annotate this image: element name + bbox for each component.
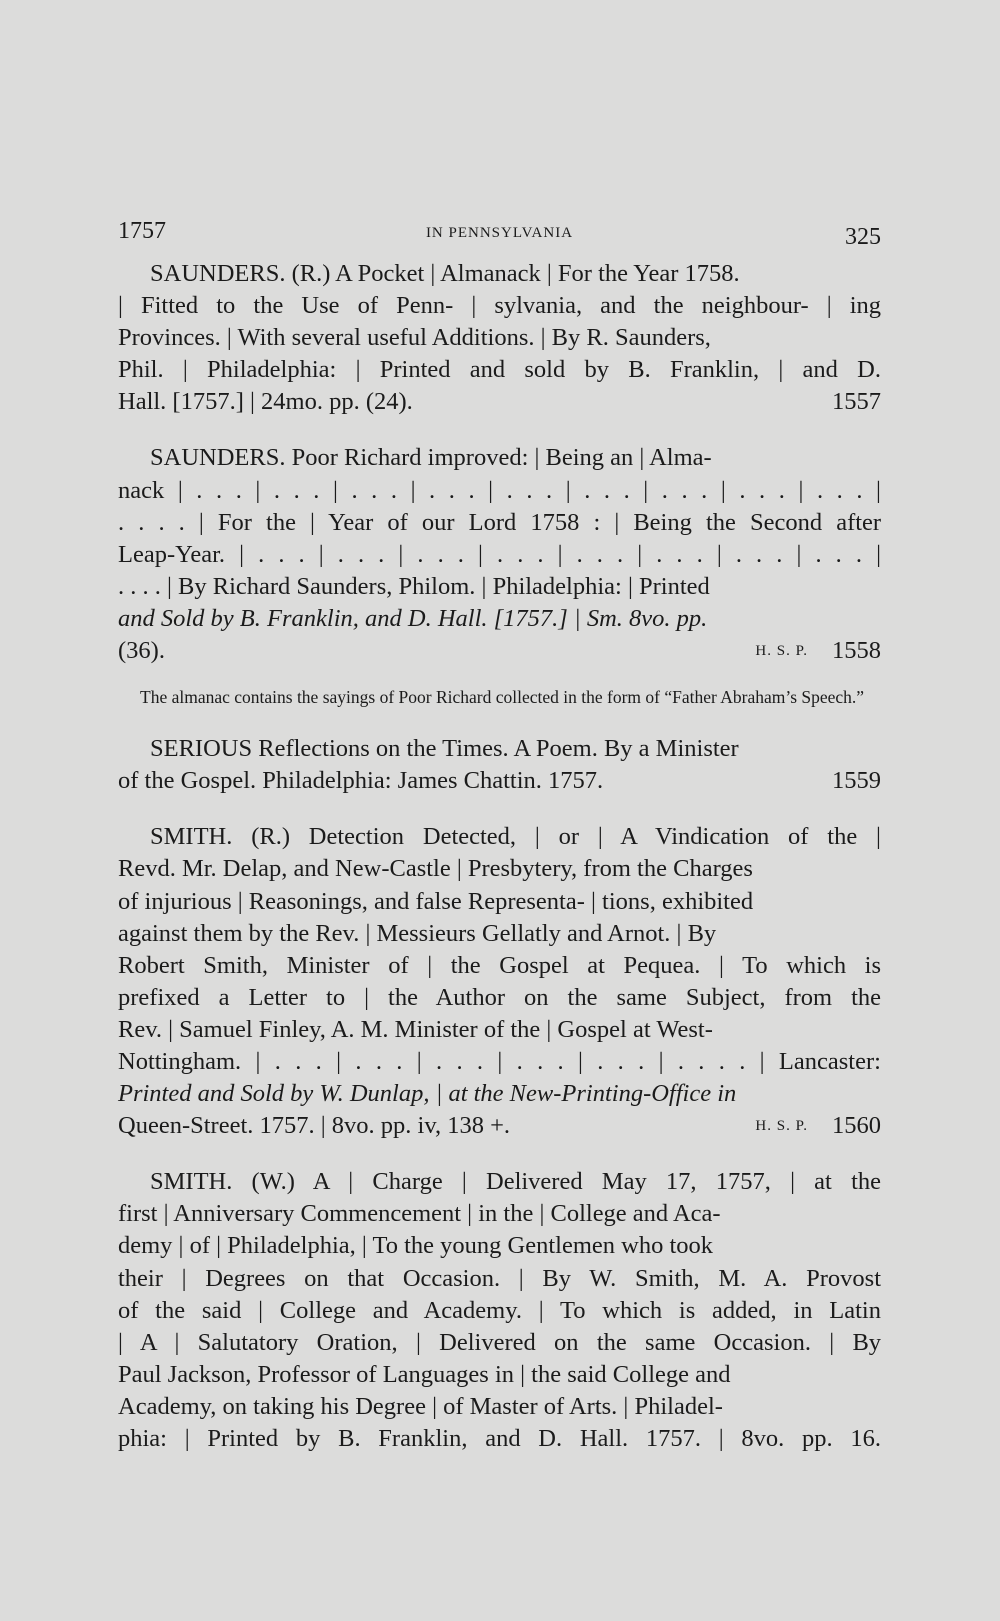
entry-line: SAUNDERS. Poor Richard improved: | Being an | Alma- bbox=[150, 444, 712, 472]
entry-line: | Fitted to the Use of Penn- | sylvania, and the neighbour- | ing bbox=[118, 292, 882, 320]
entry-line: Robert Smith, Minister of | the Gospel at Pequea. | To which is bbox=[118, 951, 882, 979]
entry-line: SMITH. (W.) A | Charge | Delivered May 17, 1757, | at the bbox=[150, 1168, 881, 1196]
entry-line: of the Gospel. Philadelphia: James Chattin. 1757. bbox=[118, 767, 604, 795]
bibliography-entry-1560 bbox=[118, 821, 881, 1142]
location-mark: H. S. P. bbox=[755, 643, 808, 660]
bibliography-entry-1559 bbox=[118, 733, 881, 797]
entry-line: prefixed a Letter to | the Author on the same Subject, from the bbox=[118, 983, 882, 1011]
entry-line: demy | of | Philadelphia, | To the young Gentlemen who took bbox=[118, 1232, 714, 1260]
entry-line: Leap-Year. | . . . | . . . | . . . | . . . | . . . | . . . | . . . | . . . | bbox=[118, 540, 881, 568]
entry-line: against them by the Rev. | Messieurs Gellatly and Arnot. | By bbox=[118, 919, 717, 947]
running-title: IN PENNSYLVANIA bbox=[425, 225, 574, 241]
entry-line: phia: | Printed by B. Franklin, and D. Hall. 1757. | 8vo. pp. 16. bbox=[118, 1425, 881, 1452]
entry-line: Rev. | Samuel Finley, A. M. Minister of the | Gospel at West- bbox=[118, 1015, 713, 1043]
entry-line: Paul Jackson, Professor of Languages in | the said College and bbox=[118, 1360, 731, 1388]
entry-line: and Sold by B. Franklin, and D. Hall. [1757.] | Sm. 8vo. pp. bbox=[118, 604, 708, 632]
entry-number: 1557 bbox=[832, 388, 881, 416]
entry-line: | A | Salutatory Oration, | Delivered on the same Occasion. | By bbox=[118, 1328, 882, 1356]
entry-line: Phil. | Philadelphia: | Printed and sold by B. Franklin, | and D. bbox=[118, 356, 881, 384]
running-header bbox=[118, 210, 881, 250]
entry-line: Nottingham. | . . . | . . . | . . . | . . . | . . . | . . . . | Lancaster: bbox=[118, 1047, 881, 1075]
entry-line: . . . . | For the | Year of our Lord 1758 : | Being the Second after bbox=[118, 508, 882, 536]
entry-line: Revd. Mr. Delap, and New-Castle | Presbytery, from the Charges bbox=[118, 855, 753, 883]
entry-number: 1559 bbox=[832, 767, 881, 795]
entry-line: (36). bbox=[118, 637, 165, 665]
entry-line: Hall. [1757.] | 24mo. pp. (24). bbox=[118, 388, 413, 416]
entry-note: The almanac contains the sayings of Poor Richard collected in the form of “Father Abraham’s Speech.” bbox=[140, 687, 865, 708]
entry-line: SERIOUS Reflections on the Times. A Poem. By a Minister bbox=[150, 735, 739, 763]
page-content bbox=[118, 258, 881, 1455]
entry-line: of the said | College and Academy. | To which is added, in Latin bbox=[118, 1296, 881, 1324]
entry-line: first | Anniversary Commencement | in the | College and Aca- bbox=[118, 1200, 721, 1228]
entry-line: Academy, on taking his Degree | of Master of Arts. | Philadel- bbox=[118, 1392, 723, 1420]
bibliography-entry-1558 bbox=[118, 442, 881, 667]
entry-line: SMITH. (R.) Detection Detected, | or | A Vindication of the | bbox=[150, 823, 881, 851]
entry-line: . . . . | By Richard Saunders, Philom. | Philadelphia: | Printed bbox=[118, 572, 710, 600]
entry-line: their | Degrees on that Occasion. | By W. Smith, M. A. Provost bbox=[118, 1264, 882, 1292]
header-year: 1757 bbox=[118, 218, 166, 244]
entry-line: SAUNDERS. (R.) A Pocket | Almanack | For the Year 1758. bbox=[150, 260, 740, 287]
entry-line: Printed and Sold by W. Dunlap, | at the New-Printing-Office in bbox=[118, 1080, 737, 1108]
page-number: 325 bbox=[845, 224, 881, 250]
entry-line: Provinces. | With several useful Additions. | By R. Saunders, bbox=[118, 324, 711, 352]
entry-number: 1558 bbox=[832, 637, 881, 665]
entry-number: 1560 bbox=[832, 1112, 881, 1140]
bibliography-entry-smith-w bbox=[118, 1166, 881, 1455]
location-mark: H. S. P. bbox=[755, 1118, 808, 1135]
entry-line: nack | . . . | . . . | . . . | . . . | . . . | . . . | . . . | . . . | . . . | bbox=[118, 476, 881, 504]
bibliography-entry-1557 bbox=[118, 258, 881, 418]
entry-line: of injurious | Reasonings, and false Representa- | tions, exhibited bbox=[118, 887, 754, 915]
entry-line: Queen-Street. 1757. | 8vo. pp. iv, 138 +. bbox=[118, 1112, 511, 1140]
